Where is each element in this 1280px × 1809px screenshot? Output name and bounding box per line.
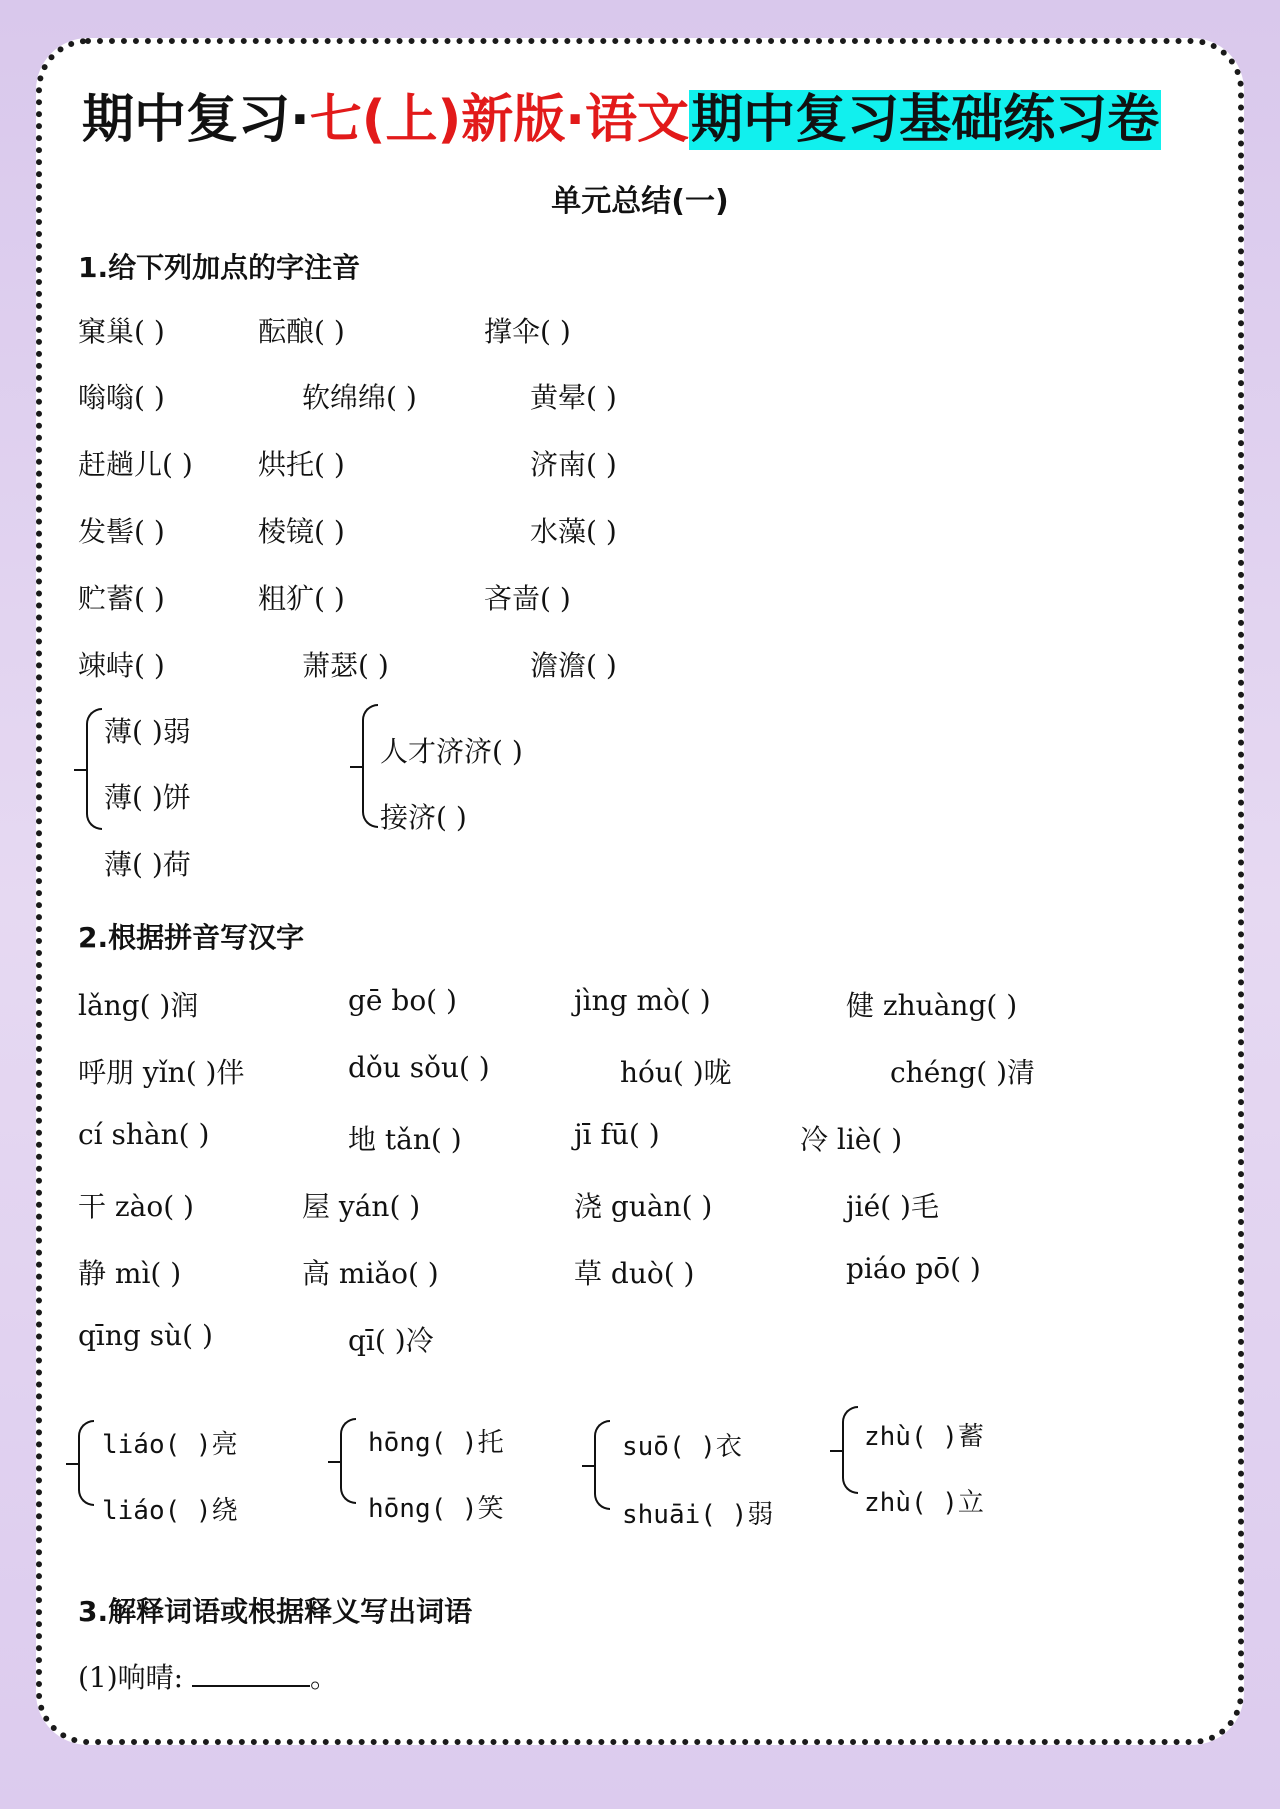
brace-bao [86,708,102,830]
s1-r1-c3: 撑伞( ) [484,315,571,348]
s2-r3-c4: 冷 liè( ) [800,1123,903,1156]
ji-item-2: 接济( ) [380,801,467,834]
s1-r5-c1: 贮蓄( ) [78,582,165,615]
s1-r2-c1: 嗡嗡( ) [78,381,165,414]
s2-r5-c1: 静 mì( ) [78,1257,182,1290]
brace-hong [340,1418,356,1504]
s1-r5-c2: 粗犷( ) [258,582,345,615]
title-part-3: 期中复习基础练习卷 [691,90,1160,150]
brace-zhu [842,1406,858,1494]
s2-r6-c2: qī( )冷 [348,1324,434,1357]
suo-item-1: suō( )衣 [622,1432,742,1462]
title-part-1: 期中复习· [82,90,310,150]
s1-r1-c1: 窠巢( ) [78,315,165,348]
s3-item-1 [78,1656,338,1696]
s2-r1-c2: gē bo( ) [348,984,457,1017]
s1-r5-c3: 吝啬( ) [484,582,571,615]
s2-r5-c2: 高 miǎo( ) [302,1257,439,1290]
s2-r3-c2: 地 tǎn( ) [348,1123,462,1156]
zhu-item-2: zhù( )立 [864,1488,984,1518]
s1-r4-c1: 发髻( ) [78,515,165,548]
zhu-item-1: zhù( )蓄 [864,1422,984,1452]
hong-item-2: hōng( )笑 [368,1494,504,1524]
s2-r1-c4: 健 zhuàng( ) [846,989,1018,1022]
s2-r2-c4: chéng( )清 [890,1056,1035,1089]
s3-item-1-end: 。 [310,1661,339,1694]
s2-r6-c1: qīng sù( ) [78,1319,213,1352]
bao-item-3: 薄( )荷 [104,848,191,881]
brace-liao [78,1420,94,1506]
bao-item-2: 薄( )饼 [104,781,191,814]
s1-r6-c3: 澹澹( ) [530,649,617,682]
s2-r2-c1: 呼朋 yǐn( )伴 [78,1056,245,1089]
title-part-2: 七(上)新版·语文 [309,90,690,150]
s2-r4-c2: 屋 yán( ) [302,1190,421,1223]
s2-r5-c3: 草 duò( ) [574,1257,695,1290]
s2-r1-c1: lǎng( )润 [78,989,199,1022]
section-1-heading: 1.给下列加点的字注音 [78,251,361,284]
bao-item-1: 薄( )弱 [104,715,191,748]
answer-blank[interactable] [192,1663,310,1687]
liao-item-1: liáo( )亮 [102,1430,238,1460]
subtitle: 单元总结(一) [551,184,729,219]
s1-r4-c3: 水藻( ) [530,515,617,548]
s1-r6-c2: 萧瑟( ) [302,649,389,682]
s2-r4-c4: jié( )毛 [846,1190,939,1223]
s3-item-1-label: (1)响晴: [78,1661,184,1694]
s2-r2-c2: dǒu sǒu( ) [348,1051,490,1084]
page-title [82,78,1161,162]
s2-r4-c3: 浇 guàn( ) [574,1190,713,1223]
s2-r5-c4: piáo pō( ) [846,1252,981,1285]
s2-r3-c3: jī fū( ) [574,1118,660,1151]
s2-r1-c3: jìng mò( ) [574,984,711,1017]
worksheet-paper [36,38,1244,1745]
liao-item-2: liáo( )绕 [102,1496,238,1526]
section-2-heading: 2.根据拼音写汉字 [78,921,305,954]
brace-ji [362,704,378,828]
hong-item-1: hōng( )托 [368,1428,504,1458]
s1-r2-c2: 软绵绵( ) [302,381,417,414]
ji-item-1: 人才济济( ) [380,735,523,768]
s1-r3-c2: 烘托( ) [258,448,345,481]
s1-r2-c3: 黄晕( ) [530,381,617,414]
section-3-heading: 3.解释词语或根据释义写出词语 [78,1595,473,1628]
s1-r3-c3: 济南( ) [530,448,617,481]
s1-r6-c1: 竦峙( ) [78,649,165,682]
s1-r3-c1: 赶趟儿( ) [78,448,193,481]
s2-r3-c1: cí shàn( ) [78,1118,210,1151]
suo-item-2: shuāi( )弱 [622,1500,774,1530]
brace-suo [594,1420,610,1510]
s1-r1-c2: 酝酿( ) [258,315,345,348]
s2-r2-c3: hóu( )咙 [620,1056,732,1089]
s2-r4-c1: 干 zào( ) [78,1190,194,1223]
s1-r4-c2: 棱镜( ) [258,515,345,548]
